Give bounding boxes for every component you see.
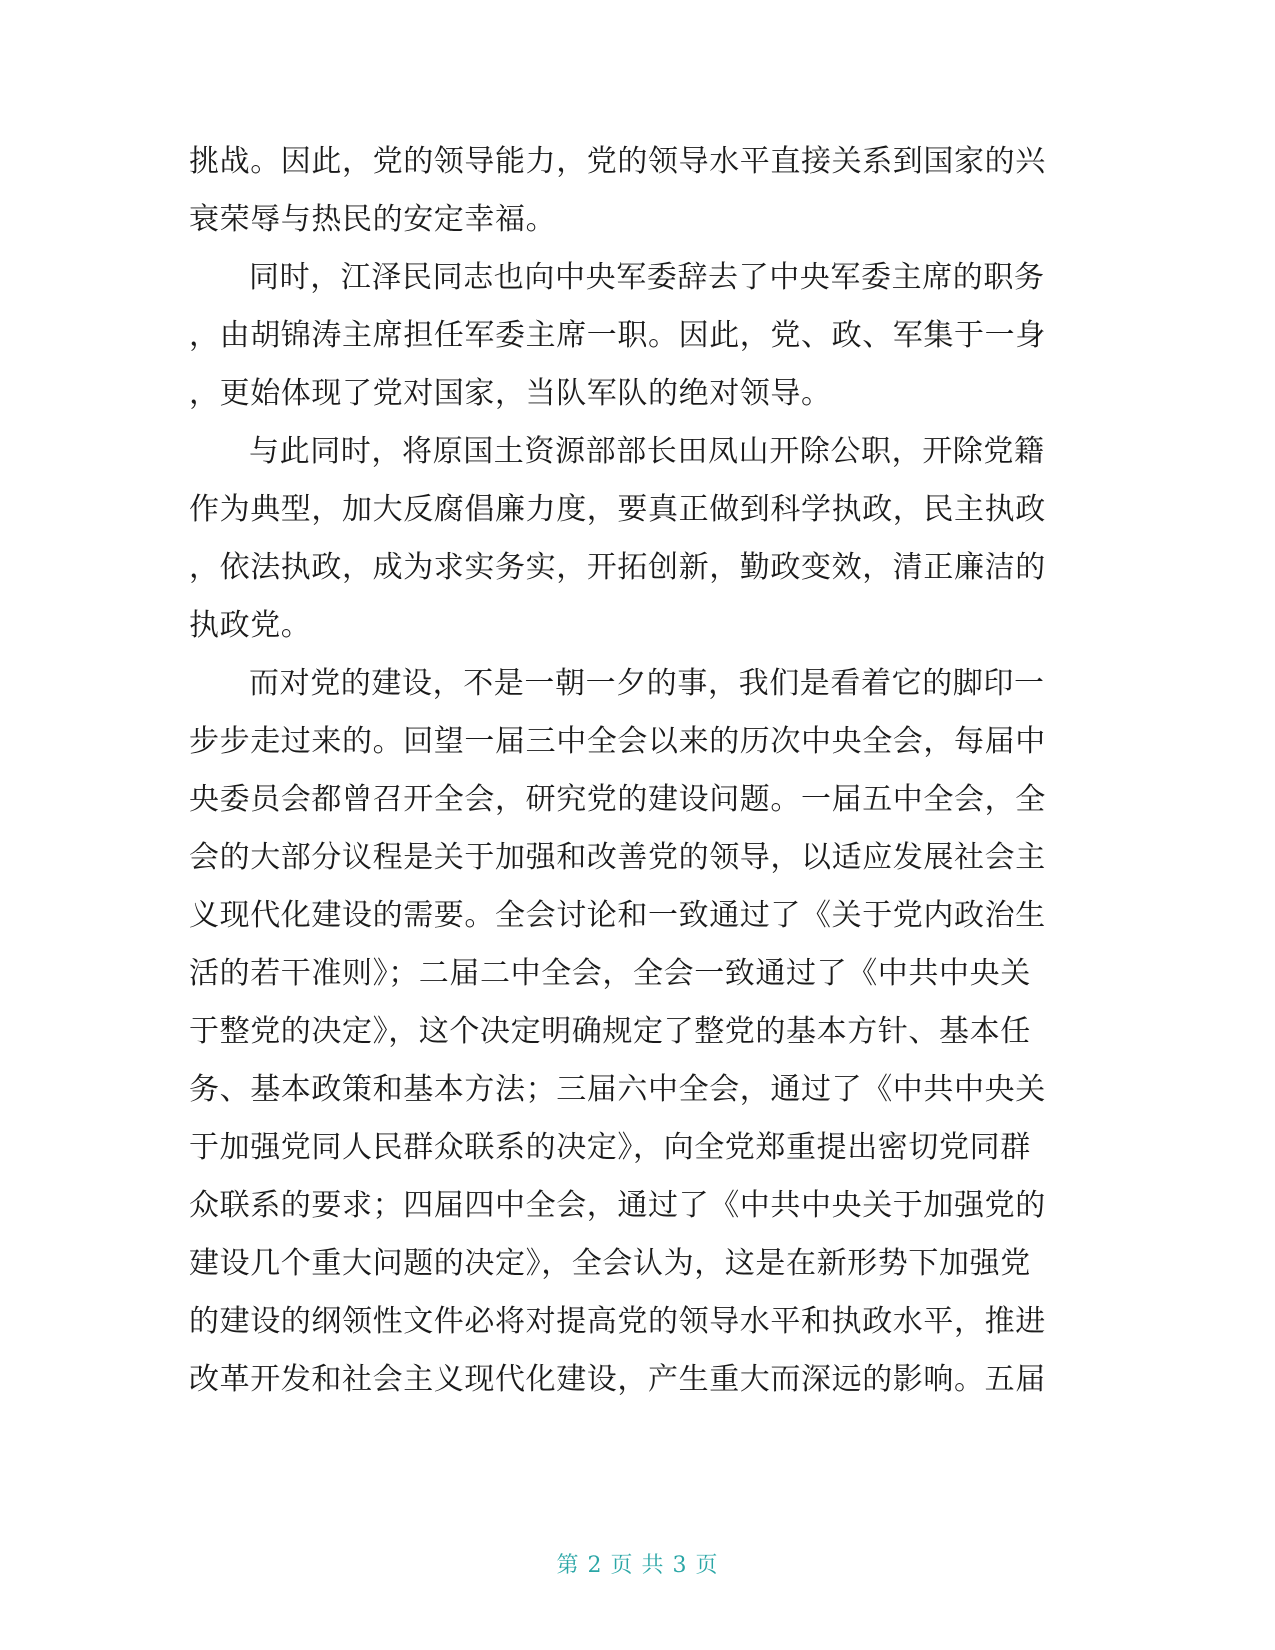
text-line: 作为典型，加大反腐倡廉力度，要真正做到科学执政，民主执政 xyxy=(189,492,1046,527)
text-line: 央委员会都曾召开全会，研究党的建设问题。一届五中全会，全 xyxy=(189,782,1046,817)
text-line: ，依法执政，成为求实务实，开拓创新，勤政变效，清正廉洁的 xyxy=(189,550,1046,585)
text-line: 执政党。 xyxy=(189,608,312,643)
paragraph-start-line: 与此同时，将原国土资源部部长田凤山开除公职，开除党籍 xyxy=(249,434,1045,469)
text-line: ，更始体现了党对国家，当队军队的绝对领导。 xyxy=(189,376,832,411)
text-line: 众联系的要求；四届四中全会，通过了《中共中央关于加强党的 xyxy=(189,1188,1046,1223)
text-line: 建设几个重大问题的决定》，全会认为，这是在新形势下加强党 xyxy=(189,1246,1031,1281)
text-line: 衰荣辱与热民的安定幸福。 xyxy=(189,202,557,237)
text-line: 会的大部分议程是关于加强和改善党的领导，以适应发展社会主 xyxy=(189,840,1046,875)
text-line: 务、基本政策和基本方法；三届六中全会，通过了《中共中央关 xyxy=(189,1072,1046,1107)
paragraph-start-line: 同时，江泽民同志也向中央军委辞去了中央军委主席的职务 xyxy=(249,260,1045,295)
page-number-footer: 第 2 页 共 3 页 xyxy=(556,1553,719,1578)
text-line: 挑战。因此，党的领导能力，党的领导水平直接关系到国家的兴 xyxy=(189,144,1046,179)
text-line: 活的若干准则》；二届二中全会，全会一致通过了《中共中央关 xyxy=(189,956,1031,991)
text-line: 步步走过来的。回望一届三中全会以来的历次中央全会，每届中 xyxy=(189,724,1046,759)
text-line: 义现代化建设的需要。全会讨论和一致通过了《关于党内政治生 xyxy=(189,898,1046,933)
text-line: 改革开发和社会主义现代化建设，产生重大而深远的影响。五届 xyxy=(189,1362,1046,1397)
text-line: 于加强党同人民群众联系的决定》，向全党郑重提出密切党同群 xyxy=(189,1130,1031,1165)
text-line: ，由胡锦涛主席担任军委主席一职。因此，党、政、军集于一身 xyxy=(189,318,1046,353)
paragraph-start-line: 而对党的建设，不是一朝一夕的事，我们是看着它的脚印一 xyxy=(249,666,1045,701)
text-line: 的建设的纲领性文件必将对提高党的领导水平和执政水平，推进 xyxy=(189,1304,1046,1339)
text-line: 于整党的决定》，这个决定明确规定了整党的基本方针、基本任 xyxy=(189,1014,1031,1049)
